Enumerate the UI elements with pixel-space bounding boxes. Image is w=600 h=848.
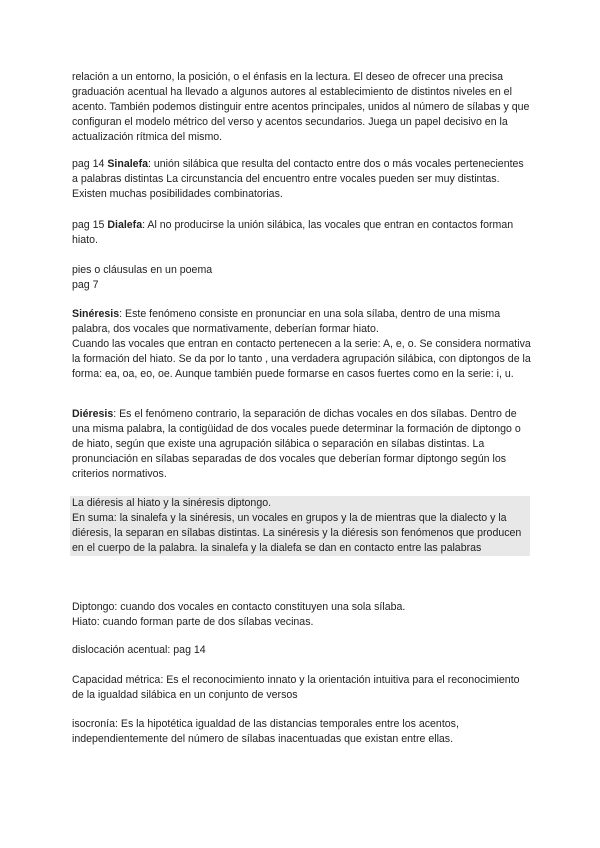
dialefa-definition: : Al no producirse la unión silábica, las vocales que entran en contactos forman hiato. <box>72 219 514 246</box>
highlight-en-suma: En suma: la sinalefa y la sinéresis, un vocales en grupos y la de mientras que la dialecto y la diéresis, la separan en sílabas distintas. La sinéresis y la diéresis son fenómenos que producen en el cuerpo de la palabra. la sinalefa y la dialefa se dan en contacto entre las palabras <box>70 511 530 556</box>
paragraph-acento-text: relación a un entorno, la posición, o el énfasis en la lectura. El deseo de ofrecer una precisa graduación acentual ha llevado a algunos autores al establecimiento de distintos niveles en el acento. También podemos distinguir entre acentos principales, unidos al número de sílabas y que configuran el modelo métrico del verso y acentos secundarios. Juega un papel decisivo en la actualización rítmica del mismo. <box>72 71 530 143</box>
paragraph-sineresis-continuation: Cuando las vocales que entran en contacto pertenecen a la serie: A, e, o. Se considera normativa la formación del hiato. Se da por lo tanto , una verdadera agrupación silábica, con diptongos de la forma: ea, oa, eo, oe. Aunque también puede formarse en casos fuertes como en la serie: i, u. <box>72 338 531 380</box>
sinalefa-term: Sinalefa <box>107 158 148 170</box>
paragraph-dislocacion <box>72 643 532 658</box>
dialefa-page-ref: pag 15 <box>72 219 108 231</box>
paragraph-acento <box>72 70 532 145</box>
isocronia-text: isocronía: Es la hipotética igualdad de las distancias temporales entre los acentos, independientemente del número de sílabas inacentuadas que existan entre ellas. <box>72 718 459 745</box>
hiato-definition: Hiato: cuando forman parte de dos sílabas vecinas. <box>72 616 314 628</box>
dialefa-term: Dialefa <box>107 219 143 231</box>
paragraph-sineresis-text <box>72 307 532 337</box>
paragraph-dialefa <box>72 218 532 248</box>
sinalefa-page-ref: pag 14 <box>72 158 108 170</box>
paragraph-sinalefa-text <box>72 157 532 202</box>
paragraph-isocronia <box>72 717 532 747</box>
dieresis-term: Diéresis <box>72 408 114 420</box>
dislocacion-text: dislocación acentual: pag 14 <box>72 644 206 656</box>
paragraph-diptongo-hiato <box>72 600 532 630</box>
paragraph-pies <box>72 263 532 293</box>
paragraph-sineresis <box>72 307 532 382</box>
paragraph-capacidad <box>72 673 532 703</box>
highlighted-block <box>70 496 530 556</box>
dieresis-definition: : Es el fenómeno contrario, la separación de dichas vocales en dos sílabas. Dentro de una misma palabra, la contigüidad de dos vocales puede determinar la formación de diptongo o de hiato, según que existe una agrupación silábica o separación en sílabas distintas. La pronunciación en sílabas separadas de dos vocales que deberían formar diptongo según los criterios normativos. <box>72 408 521 480</box>
pies-line: pies o cláusulas en un poema <box>72 264 213 276</box>
paragraph-sinalefa <box>72 157 532 202</box>
pies-page-ref: pag 7 <box>72 279 99 291</box>
paragraph-dieresis-text <box>72 407 532 482</box>
sineresis-term: Sinéresis <box>72 308 120 320</box>
capacidad-text: Capacidad métrica: Es el reconocimiento innato y la orientación intuitiva para el reconocimiento de la igualdad silábica en un conjunto de versos <box>72 674 520 701</box>
paragraph-dialefa-text <box>72 218 532 248</box>
highlight-summary-line: La diéresis al hiato y la sinéresis diptongo. <box>70 496 530 511</box>
diptongo-definition: Diptongo: cuando dos vocales en contacto constituyen una sola sílaba. <box>72 601 406 613</box>
sineresis-definition: : Este fenómeno consiste en pronunciar en una sola sílaba, dentro de una misma palabra, dos vocales que normativamente, deberían formar hiato. <box>72 308 501 335</box>
paragraph-dieresis <box>72 407 532 482</box>
sinalefa-definition: : unión silábica que resulta del contacto entre dos o más vocales pertenecientes a palabras distintas La circunstancia del encuentro entre vocales pueden ser muy distintas. Existen muchas posibilidades combinatorias. <box>72 158 524 200</box>
